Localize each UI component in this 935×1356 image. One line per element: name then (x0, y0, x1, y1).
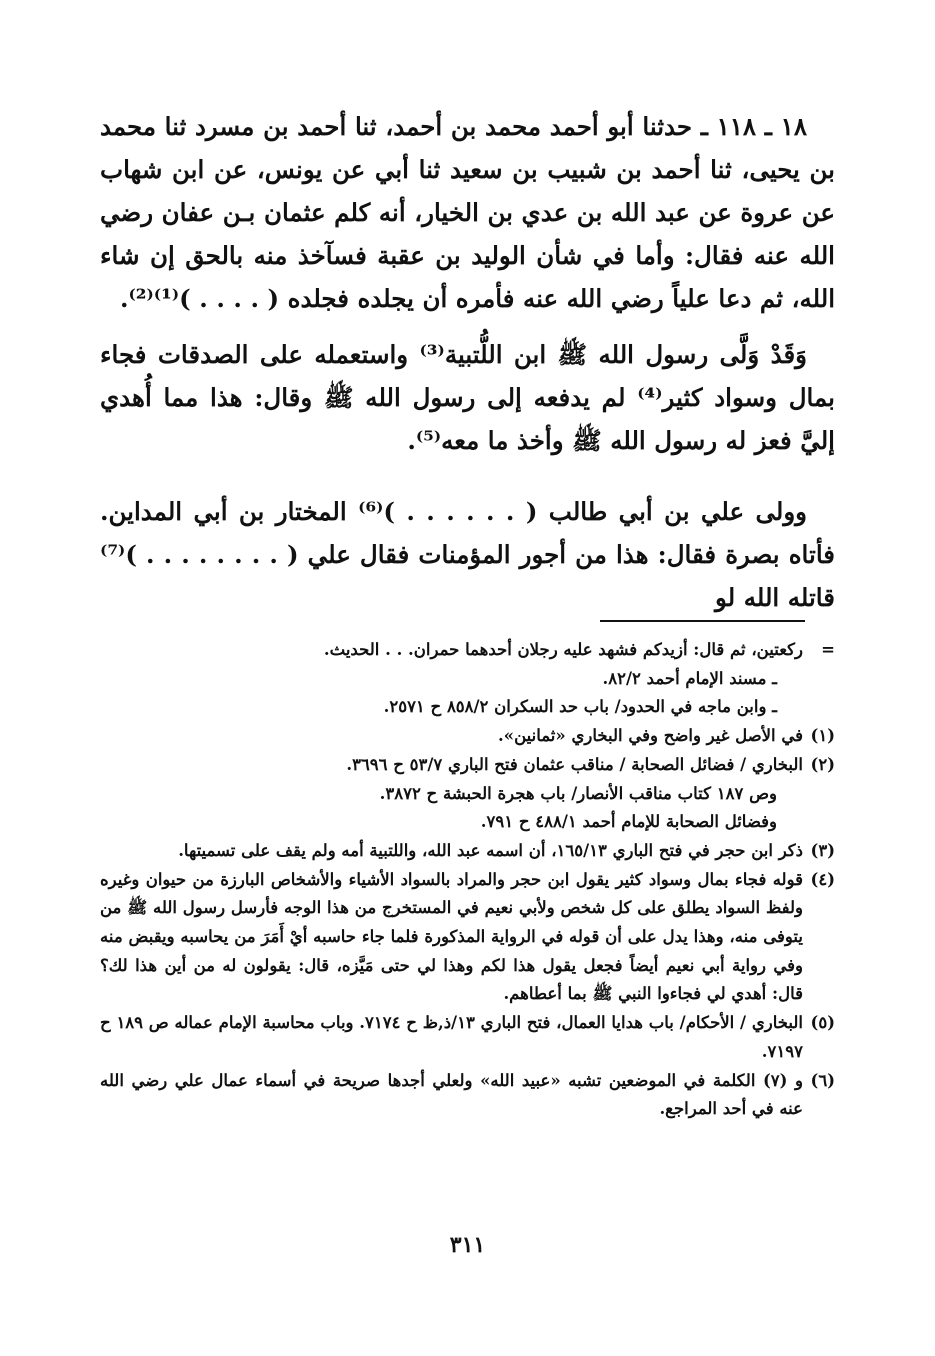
footnote (100, 751, 835, 780)
footnote-text: البخاري / الأحكام/ باب هدايا العمال، فتح الباري ١٣/ذ,ظ ح ٧١٧٤. وباب محاسبة الإمام عماله ص ١٨٩ ح ٧١٩٧. (100, 1013, 803, 1061)
footnote (100, 636, 835, 665)
footnote-marker: (١) (810, 726, 835, 746)
main-text-paragraph (100, 333, 835, 462)
footnote-marker: (٤) (810, 869, 835, 889)
footnote (100, 1009, 835, 1066)
footnote-text: في الأصل غير واضح وفي البخاري «ثمانين». (498, 726, 803, 746)
main-text-paragraph (100, 105, 835, 320)
main-text-paragraph (100, 490, 835, 619)
footnote (100, 808, 835, 837)
footnote (100, 1067, 835, 1124)
footnote-marker: (٢) (810, 754, 835, 774)
footnote-marker: (٣) (810, 840, 835, 860)
footnote (100, 665, 835, 694)
footnote-text: ركعتين، ثم قال: أزيدكم فشهد عليه رجلان أحدهما حمران. . . الحديث. (323, 640, 803, 659)
footnote-text: و (٧) الكلمة في الموضعين تشبه «عبيد الله» ولعلي أجدها صريحة في أسماء عمال علي رضي الله عنه في أحد المراجع. (100, 1070, 803, 1119)
footnote-text: وفضائل الصحابة للإمام أحمد ٤٨٨/١ ح ٧٩١. (480, 812, 777, 832)
page-number: ٣١١ (449, 1232, 486, 1258)
footnote (100, 837, 835, 866)
footnote-text: ـ وابن ماجه في الحدود/ باب حد السكران ٨٥٨/٢ ح ٢٥٧١. (383, 697, 777, 717)
footnote-marker: (٦) (810, 1070, 835, 1090)
footnote-marker: (٥) (810, 1013, 835, 1033)
hadith-paragraph: ١٨ ـ ١١٨ ـ حدثنا أبو أحمد محمد بن أحمد، ثنا أحمد بن مسرد ثنا محمد بن يحيى، ثنا أحمد بن شبيب بن سعيد ثنا أبي عن يونس، عن ابن شهاب عن عروة عن عبد الله بن عدي بن الخيار، أنه كلم عثمان بـن عفان رضي الله عنه فقال: وأما في شأن الوليد بن عقبة فسآخذ منه بالحق إن شاء الله، ثم دعا علياً رضي الله عنه فأمره أن يجلده فجلده ( . . . . )⁽¹⁾⁽²⁾. (100, 112, 835, 313)
footnote-separator (600, 620, 805, 622)
footnote-text: قوله فجاء بمال وسواد كثير يقول ابن حجر والمراد بالسواد الأشياء والأشخاص البارزة من حيوان وغيره ولفظ السواد يطلق على كل شخص ولأبي نعيم في المستخرج من هذا الوجه فأرسل رسول الله ﷺ من يتوفى منه، وهذا يدل على أن قوله في الرواية المذكورة فلما جاء حاسبه أيْ أَمَرَ من يحاسبه ويقبض منه وفي رواية أبي نعيم أيضاً فجعل يقول هذا لكم وهذا لي حتى مَيَّزه، قال: يقولون له من أين هذا لك؟ قال: أهدي لي فجاءوا النبي ﷺ بما أعطاهم. (100, 869, 803, 1004)
footnotes-section (100, 636, 835, 1124)
footnote-text: وص ١٨٧ كتاب مناقب الأنصار/ باب هجرة الحبشة ح ٣٨٧٢. (379, 783, 777, 803)
footnote-marker: = (821, 640, 835, 659)
footnote-text: ذكر ابن حجر في فتح الباري ١٦٥/١٣، أن اسمه عبد الله، واللتبية أمه ولم يقف على تسميتها. (178, 840, 803, 860)
footnote (100, 780, 835, 809)
footnote (100, 866, 835, 1010)
footnote-text: البخاري / فضائل الصحابة / مناقب عثمان فتح الباري ٥٣/٧ ح ٣٦٩٦. (346, 754, 803, 774)
narrative-paragraph: وولى علي بن أبي طالب ( . . . . . . )⁽⁶⁾ المختار بن أبي المداين. فأتاه بصرة فقال: هذا من أجور المؤمنات فقال علي ( . . . . . . . . )⁽⁷⁾ قاتله الله لو (100, 497, 835, 612)
footnote (100, 722, 835, 751)
narrative-paragraph: وَقَدْ وَلَّى رسول الله ﷺ ابن اللُّتبية⁽³⁾ واستعمله على الصدقات فجاء بمال وسواد كثير⁽⁴⁾ لم يدفعه إلى رسول الله ﷺ وقال: هذا مما أُهدي إليَّ فعز له رسول الله ﷺ وأخذ ما معه⁽⁵⁾. (100, 340, 835, 455)
footnote-text: ـ مسند الإمام أحمد ٨٢/٢. (602, 668, 777, 688)
footnote (100, 693, 835, 722)
